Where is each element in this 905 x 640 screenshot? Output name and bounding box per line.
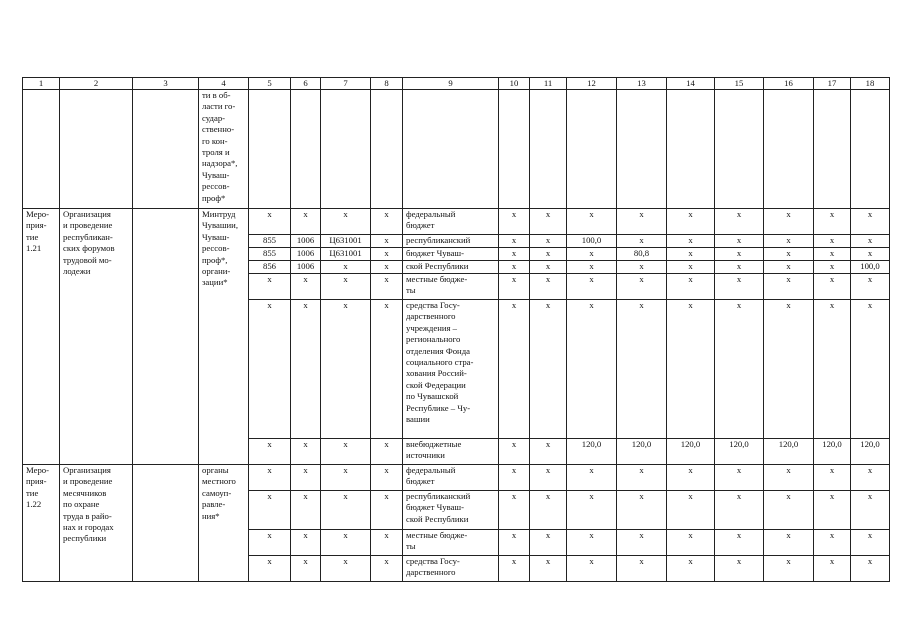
code-grbs: x [249,209,291,235]
code-grbs: x [249,439,291,465]
empty-cell [321,90,371,209]
empty-cell [667,90,715,209]
code-target: Ц631001 [321,235,371,248]
year-value: x [499,491,530,530]
event-name: Организация и проведение месячников по охране труда в райо- нах и городах республики [60,465,133,582]
year-value: x [764,274,814,300]
year-value: x [567,274,617,300]
year-value: 120,0 [814,439,851,465]
empty-cell [851,90,890,209]
code-grbs: x [249,491,291,530]
year-value: x [617,209,667,235]
executor-cell: органы местного самоуп- равле- ния* [199,465,249,582]
year-value: x [715,465,764,491]
code-section: x [291,491,321,530]
year-value: x [567,248,617,261]
header-cell: 9 [403,78,499,90]
header-cell: 7 [321,78,371,90]
code-type: x [371,209,403,235]
year-value: x [499,274,530,300]
year-value: x [530,556,567,582]
header-cell: 10 [499,78,530,90]
year-value: x [530,530,567,556]
code-type: x [371,556,403,582]
year-value: x [764,209,814,235]
empty-cell [617,90,667,209]
year-value: x [499,439,530,465]
empty-cell [715,90,764,209]
code-target: x [321,530,371,556]
year-value: x [667,274,715,300]
year-value: x [851,209,890,235]
year-value: x [764,300,814,439]
code-grbs: 856 [249,261,291,274]
empty-cell [403,90,499,209]
code-section: 1006 [291,261,321,274]
year-value: 120,0 [715,439,764,465]
year-value: 80,8 [617,248,667,261]
code-target: x [321,209,371,235]
funding-source: республиканский бюджет Чуваш- ской Республики [403,491,499,530]
code-target: x [321,300,371,439]
year-value: x [715,491,764,530]
code-type: x [371,491,403,530]
code-target: x [321,491,371,530]
year-value: x [667,235,715,248]
year-value: x [814,209,851,235]
header-cell: 16 [764,78,814,90]
event-label: Меро- прия- тие 1.22 [23,465,60,582]
code-grbs: x [249,300,291,439]
code-type: x [371,465,403,491]
code-section: x [291,300,321,439]
header-row [23,78,890,90]
year-value: x [851,235,890,248]
year-value: x [851,556,890,582]
code-type: x [371,235,403,248]
year-value: x [567,261,617,274]
year-value: x [764,261,814,274]
code-type: x [371,248,403,261]
year-value: x [851,248,890,261]
year-value: x [617,556,667,582]
empty-cell [291,90,321,209]
code-section: x [291,209,321,235]
year-value: x [499,261,530,274]
code-type: x [371,261,403,274]
code-grbs: 855 [249,235,291,248]
table-row [23,465,890,491]
code-grbs: x [249,274,291,300]
code-type: x [371,439,403,465]
empty-cell [133,465,199,582]
year-value: x [851,465,890,491]
empty-cell [133,90,199,209]
funding-source: федеральный бюджет [403,209,499,235]
year-value: x [667,300,715,439]
header-cell: 12 [567,78,617,90]
header-cell: 14 [667,78,715,90]
header-cell: 13 [617,78,667,90]
year-value: x [667,209,715,235]
year-value: x [814,274,851,300]
header-cell: 6 [291,78,321,90]
year-value: x [617,300,667,439]
funding-source: местные бюдже- ты [403,274,499,300]
empty-cell [764,90,814,209]
year-value: x [715,530,764,556]
year-value: x [567,491,617,530]
code-section: x [291,556,321,582]
year-value: 100,0 [567,235,617,248]
year-value: x [567,530,617,556]
year-value: x [530,300,567,439]
header-cell: 17 [814,78,851,90]
funding-source: республиканский [403,235,499,248]
header-cell: 18 [851,78,890,90]
year-value: x [499,235,530,248]
year-value: x [617,491,667,530]
header-cell: 1 [23,78,60,90]
year-value: x [715,556,764,582]
event-name: Организация и проведение республикан- ских форумов трудовой мо- лодежи [60,209,133,465]
year-value: 120,0 [667,439,715,465]
year-value: x [814,530,851,556]
year-value: x [530,491,567,530]
year-value: x [715,235,764,248]
header-cell: 5 [249,78,291,90]
year-value: x [814,248,851,261]
year-value: x [814,261,851,274]
funding-source: местные бюдже- ты [403,530,499,556]
year-value: x [851,300,890,439]
year-value: x [715,261,764,274]
year-value: 120,0 [567,439,617,465]
year-value: x [764,465,814,491]
executor-cell: ти в об- ласти го- судар- ственно- го кон- троля и надзора*, Чуваш- рессов- проф* [199,90,249,209]
table-body [23,78,890,582]
year-value: x [715,274,764,300]
code-target: x [321,439,371,465]
year-value: x [530,235,567,248]
code-type: x [371,300,403,439]
year-value: x [530,209,567,235]
year-value: x [567,465,617,491]
year-value: x [567,209,617,235]
header-cell: 8 [371,78,403,90]
year-value: x [617,274,667,300]
code-target: x [321,556,371,582]
year-value: x [499,530,530,556]
year-value: x [667,530,715,556]
header-cell: 4 [199,78,249,90]
funding-source: бюджет Чуваш- [403,248,499,261]
empty-cell [567,90,617,209]
program-table [22,77,890,582]
code-grbs: x [249,465,291,491]
year-value: x [530,274,567,300]
code-section: x [291,274,321,300]
year-value: x [715,248,764,261]
empty-cell [530,90,567,209]
year-value: x [499,209,530,235]
code-grbs: x [249,530,291,556]
year-value: x [567,556,617,582]
header-cell: 3 [133,78,199,90]
code-grbs: 855 [249,248,291,261]
empty-cell [60,90,133,209]
funding-source: внебюджетные источники [403,439,499,465]
empty-cell [814,90,851,209]
year-value: x [851,491,890,530]
year-value: x [814,300,851,439]
table-row [23,90,890,209]
code-target: Ц631001 [321,248,371,261]
year-value: x [667,556,715,582]
year-value: 120,0 [764,439,814,465]
year-value: x [617,530,667,556]
year-value: x [814,465,851,491]
year-value: x [617,261,667,274]
year-value: x [764,491,814,530]
year-value: x [814,556,851,582]
code-type: x [371,530,403,556]
empty-cell [133,209,199,465]
year-value: x [530,261,567,274]
table-row [23,209,890,235]
year-value: x [667,248,715,261]
year-value: x [851,530,890,556]
year-value: x [617,465,667,491]
year-value: x [764,235,814,248]
code-section: x [291,439,321,465]
year-value: x [667,465,715,491]
code-target: x [321,261,371,274]
year-value: x [667,261,715,274]
year-value: x [715,209,764,235]
code-type: x [371,274,403,300]
year-value: x [715,300,764,439]
code-section: x [291,530,321,556]
year-value: 100,0 [851,261,890,274]
year-value: x [499,556,530,582]
code-section: 1006 [291,235,321,248]
year-value: 120,0 [617,439,667,465]
event-label: Меро- прия- тие 1.21 [23,209,60,465]
year-value: x [764,248,814,261]
year-value: x [499,300,530,439]
year-value: x [764,530,814,556]
year-value: x [530,248,567,261]
year-value: x [567,300,617,439]
year-value: x [530,439,567,465]
empty-cell [499,90,530,209]
year-value: x [530,465,567,491]
year-value: x [851,274,890,300]
code-target: x [321,274,371,300]
header-cell: 2 [60,78,133,90]
year-value: x [764,556,814,582]
year-value: 120,0 [851,439,890,465]
year-value: x [499,248,530,261]
funding-source: средства Госу- дарственного [403,556,499,582]
code-grbs: x [249,556,291,582]
code-section: x [291,465,321,491]
empty-cell [371,90,403,209]
funding-source: средства Госу- дарственного учреждения – регионального отделения Фонда социального стра- хования Россий- ской Федерации по Чувашской Республике – Чу- вашии [403,300,499,439]
header-cell: 15 [715,78,764,90]
code-target: x [321,465,371,491]
funding-source: ской Республики [403,261,499,274]
empty-cell [23,90,60,209]
code-section: 1006 [291,248,321,261]
year-value: x [814,491,851,530]
empty-cell [249,90,291,209]
year-value: x [617,235,667,248]
header-cell: 11 [530,78,567,90]
year-value: x [814,235,851,248]
year-value: x [667,491,715,530]
year-value: x [499,465,530,491]
executor-cell: Минтруд Чувашии, Чуваш- рессов- проф*, органи- зации* [199,209,249,465]
funding-source: федеральный бюджет [403,465,499,491]
